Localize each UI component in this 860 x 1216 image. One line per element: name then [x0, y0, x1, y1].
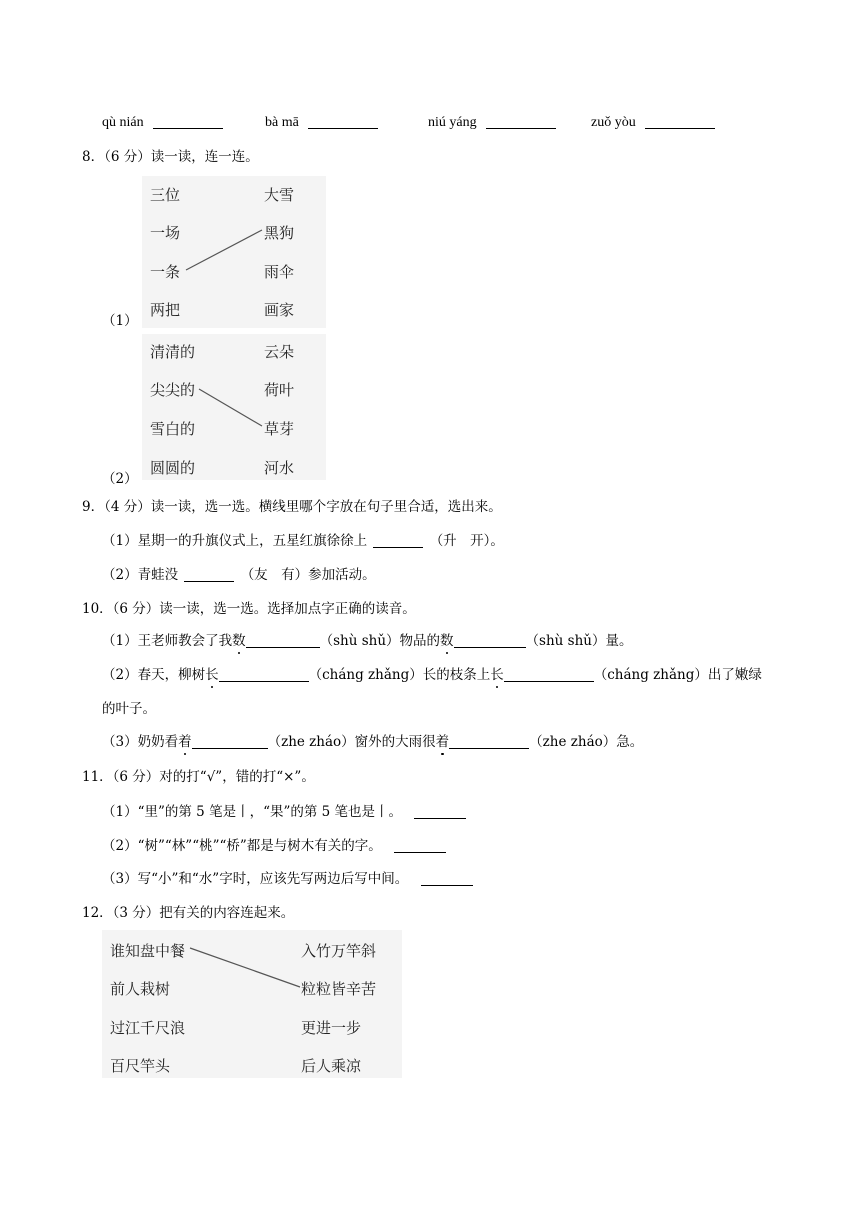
q8-left1-item: 一条 [150, 263, 181, 281]
q11-title: 11．（6 分）对的打“√”，错的打“×”。 [82, 769, 315, 785]
q12-right-item: 粒粒皆辛苦 [301, 980, 377, 998]
q8-right2-item: 云朵 [264, 343, 295, 361]
q10-s1-text-a: （1）王老师教会了我 [102, 633, 233, 649]
dotted-char: 长 [490, 667, 504, 683]
dotted-char: 着 [178, 734, 192, 750]
q8-right2-item: 荷叶 [264, 381, 295, 399]
dotted-char: 数 [440, 633, 454, 649]
q9-s1-options: （升 开）。 [429, 533, 504, 549]
q8-right2-item: 草芽 [264, 420, 295, 438]
q12-right-item: 入竹万竿斜 [301, 942, 377, 960]
q11-item-text: （1）“里”的第 5 笔是丨，“果”的第 5 笔也是丨。 [102, 804, 403, 820]
q10-s2-text-b: （cháng zhǎng）长的枝条上 [308, 667, 491, 683]
q8-left2-item: 清清的 [150, 343, 196, 361]
q10-s3-text-b: （zhe zháo）窗外的大雨很 [267, 734, 436, 750]
q10-title: 10．（6 分）读一读，选一选。选择加点字正确的读音。 [82, 601, 416, 617]
q12-example-line [190, 948, 300, 987]
q12-left-item: 百尺竿头 [110, 1057, 171, 1075]
q12-left-item: 谁知盘中餐 [110, 942, 186, 960]
q10-s1-text-b: （shù shǔ）物品的 [319, 633, 441, 649]
q8-right2-item: 河水 [264, 459, 295, 477]
q10-s1-text-c: （shù shǔ）量。 [525, 633, 633, 649]
q9-s2-text: （2）青蛙没 [102, 567, 179, 583]
q8-part1-label: （1） [102, 313, 138, 329]
q8-left1-item: 两把 [150, 301, 181, 319]
dotted-char: 数 [232, 633, 246, 649]
pinyin-4: zuǒ yòu [591, 115, 636, 130]
q8-example-line-1 [186, 230, 262, 270]
dotted-char: 长 [205, 667, 219, 683]
q9-title: 9．（4 分）读一读，选一选。横线里哪个字放在句子里合适，选出来。 [82, 499, 502, 515]
q8-right1-item: 画家 [264, 301, 295, 319]
q10-sentence-2-cont: 的叶子。 [102, 701, 156, 717]
q9-s1-text: （1）星期一的升旗仪式上，五星红旗徐徐上 [102, 533, 368, 549]
q8-left1-item: 三位 [150, 186, 181, 204]
q10-s3-text-a: （3）奶奶看 [102, 734, 179, 750]
q11-item-text: （2）“树”“林”“桃”“桥”都是与树木有关的字。 [102, 838, 382, 854]
q10-s2-text-c: （cháng zhǎng）出了嫩绿 [593, 667, 762, 683]
q9-s2-options: （友 有）参加活动。 [240, 567, 376, 583]
q8-title: 8．（6 分）读一读，连一连。 [82, 149, 259, 165]
q8-left1-item: 一场 [150, 224, 181, 242]
q10-s3-text-c: （zhe zháo）急。 [529, 734, 644, 750]
q8-right1-item: 大雪 [264, 186, 295, 204]
q10-s2-text-a: （2）春天，柳树 [102, 667, 206, 683]
q11-item-text: （3）写“小”和“水”字时，应该先写两边后写中间。 [102, 871, 409, 887]
q8-example-line-2 [199, 389, 262, 426]
q8-left2-item: 圆圆的 [150, 459, 196, 477]
q12-left-item: 前人栽树 [110, 980, 171, 998]
q12-title: 12．（3 分）把有关的内容连起来。 [82, 905, 295, 921]
q8-left2-item: 雪白的 [150, 420, 196, 438]
q12-left-item: 过江千尺浪 [110, 1019, 186, 1037]
q12-right-item: 后人乘凉 [301, 1057, 362, 1075]
dotted-char: 着 [435, 734, 450, 750]
q8-right1-item: 黑狗 [264, 224, 295, 242]
q12-right-item: 更进一步 [301, 1019, 362, 1037]
q8-part2-label: （2） [102, 471, 138, 487]
q8-left2-item: 尖尖的 [150, 381, 196, 399]
pinyin-2: bà mā [265, 115, 299, 130]
q8-right1-item: 雨伞 [264, 263, 295, 281]
pinyin-1: qù nián [102, 115, 144, 130]
pinyin-3: niú yáng [428, 115, 477, 130]
